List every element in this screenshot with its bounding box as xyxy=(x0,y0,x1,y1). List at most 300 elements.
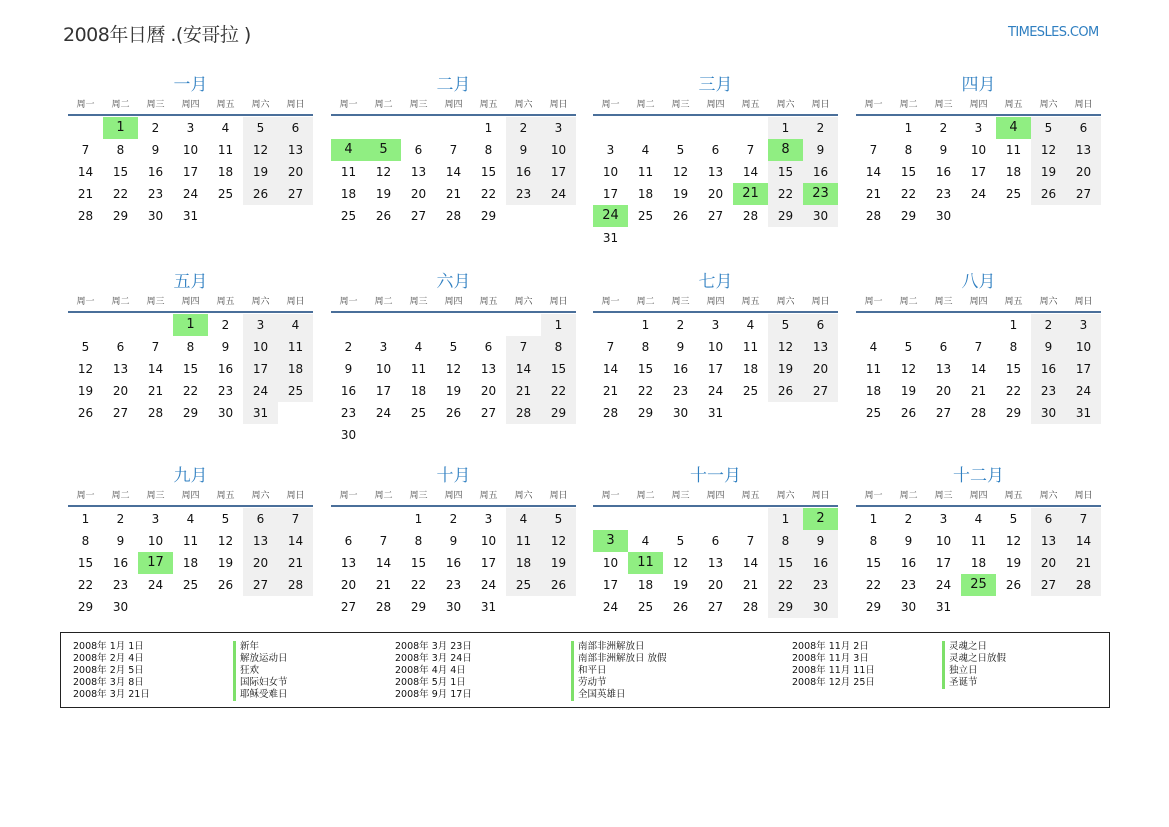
day-cell: 31 xyxy=(243,402,278,424)
day-cell: 21 xyxy=(77,187,94,201)
month-name: 十一月 xyxy=(690,466,741,486)
day-cell: 19 xyxy=(768,358,803,380)
weekday-label: 周一 xyxy=(339,491,358,501)
day-cell: 2 xyxy=(221,318,230,332)
weekday-label: 周三 xyxy=(409,297,428,307)
day-cell: 6 xyxy=(711,143,720,157)
day-cell: 2 xyxy=(506,117,541,139)
day-cell: 14 xyxy=(375,556,392,570)
day-cell: 11 xyxy=(637,165,654,179)
weekday-label: 周五 xyxy=(479,297,498,307)
weekday-label: 周一 xyxy=(339,100,358,110)
day-cell: 19 xyxy=(1031,161,1066,183)
day-cell: 16 xyxy=(506,161,541,183)
weekday-label: 周三 xyxy=(934,297,953,307)
legend-holiday: 耶稣受难日 xyxy=(233,689,288,701)
day-cell: 11 xyxy=(865,362,882,376)
weekday-label: 周四 xyxy=(444,100,463,110)
weekday-label: 周五 xyxy=(741,491,760,501)
day-cell: 13 xyxy=(935,362,952,376)
empty-cell xyxy=(506,314,541,336)
day-cell: 19 xyxy=(672,187,689,201)
day-cell: 3 xyxy=(151,512,160,526)
day-cell: 9 xyxy=(803,139,838,161)
day-cell: 27 xyxy=(410,209,427,223)
day-cell: 21 xyxy=(602,384,619,398)
empty-cell xyxy=(628,508,663,530)
day-cell: 19 xyxy=(375,187,392,201)
weekday-label: 周日 xyxy=(1074,297,1093,307)
day-cell: 18 xyxy=(1005,165,1022,179)
day-cell: 12 xyxy=(77,362,94,376)
holiday-day-cell: 21 xyxy=(733,183,768,205)
weekday-label: 周日 xyxy=(1074,491,1093,501)
day-cell: 22 xyxy=(480,187,497,201)
day-cell: 6 xyxy=(484,340,493,354)
day-cell: 15 xyxy=(112,165,129,179)
day-cell: 29 xyxy=(410,600,427,614)
day-cell: 27 xyxy=(278,183,313,205)
legend-date: 2008年 3月 24日 xyxy=(395,653,472,664)
day-cell: 1 xyxy=(484,121,493,135)
weekday-label: 周六 xyxy=(251,100,270,110)
day-cell: 30 xyxy=(803,596,838,618)
day-cell: 25 xyxy=(278,380,313,402)
holiday-day-cell: 1 xyxy=(173,314,208,336)
month-name: 八月 xyxy=(961,272,996,292)
day-cell: 30 xyxy=(340,428,357,442)
day-cell: 3 xyxy=(939,512,948,526)
weekday-label: 周五 xyxy=(1004,100,1023,110)
day-cell: 12 xyxy=(900,362,917,376)
weekday-label: 周四 xyxy=(181,491,200,501)
day-cell: 18 xyxy=(278,358,313,380)
day-cell: 25 xyxy=(637,600,654,614)
day-cell: 22 xyxy=(637,384,654,398)
day-cell: 16 xyxy=(1031,358,1066,380)
day-cell: 13 xyxy=(410,165,427,179)
day-cell: 8 xyxy=(1009,340,1018,354)
day-cell: 30 xyxy=(935,209,952,223)
day-cell: 1 xyxy=(414,512,423,526)
day-cell: 26 xyxy=(541,574,576,596)
day-cell: 28 xyxy=(147,406,164,420)
day-cell: 17 xyxy=(375,384,392,398)
day-cell: 11 xyxy=(742,340,759,354)
day-cell: 29 xyxy=(900,209,917,223)
day-cell: 19 xyxy=(541,552,576,574)
day-cell: 17 xyxy=(480,556,497,570)
weekday-label: 周六 xyxy=(251,297,270,307)
weekday-label: 周三 xyxy=(671,100,690,110)
weekday-label: 周六 xyxy=(1039,297,1058,307)
weekday-label: 周五 xyxy=(479,491,498,501)
day-cell: 24 xyxy=(602,600,619,614)
day-cell: 4 xyxy=(974,512,983,526)
weekday-header xyxy=(68,487,313,507)
day-cell: 22 xyxy=(410,578,427,592)
weekday-label: 周日 xyxy=(811,297,830,307)
weekday-label: 周日 xyxy=(286,491,305,501)
weekday-label: 周四 xyxy=(181,297,200,307)
day-cell: 24 xyxy=(707,384,724,398)
month-4 xyxy=(856,74,1101,227)
day-cell: 13 xyxy=(1031,530,1066,552)
day-cell: 12 xyxy=(541,530,576,552)
day-cell: 26 xyxy=(1031,183,1066,205)
day-cell: 14 xyxy=(1066,530,1101,552)
day-cell: 15 xyxy=(637,362,654,376)
holiday-day-cell: 8 xyxy=(768,139,803,161)
legend-holiday: 国际妇女节 xyxy=(233,677,288,689)
day-cell: 27 xyxy=(935,406,952,420)
day-cell: 7 xyxy=(746,534,755,548)
day-cell: 7 xyxy=(81,143,90,157)
day-cell: 23 xyxy=(217,384,234,398)
day-cell: 3 xyxy=(484,512,493,526)
month-name: 二月 xyxy=(436,75,471,95)
day-cell: 5 xyxy=(449,340,458,354)
day-cell: 26 xyxy=(243,183,278,205)
day-cell: 3 xyxy=(243,314,278,336)
weekday-label: 周六 xyxy=(776,297,795,307)
month-11 xyxy=(593,465,838,618)
weekday-label: 周四 xyxy=(444,297,463,307)
weekday-label: 周一 xyxy=(339,297,358,307)
day-cell: 6 xyxy=(1031,508,1066,530)
day-cell: 9 xyxy=(506,139,541,161)
legend-date: 2008年 3月 23日 xyxy=(395,641,472,652)
empty-cell xyxy=(856,314,891,336)
day-cell: 22 xyxy=(1005,384,1022,398)
legend-date: 2008年 4月 4日 xyxy=(395,665,466,676)
weekday-label: 周六 xyxy=(776,100,795,110)
day-cell: 31 xyxy=(182,209,199,223)
weekday-label: 周六 xyxy=(514,491,533,501)
legend-holiday: 灵魂之日 xyxy=(942,641,1006,653)
day-cell: 20 xyxy=(243,552,278,574)
day-cell: 25 xyxy=(506,574,541,596)
day-cell: 28 xyxy=(77,209,94,223)
empty-cell xyxy=(401,117,436,139)
legend-dates-3 xyxy=(792,641,875,689)
holiday-legend xyxy=(60,632,1110,708)
day-cell: 18 xyxy=(970,556,987,570)
day-cell: 6 xyxy=(803,314,838,336)
weekday-label: 周六 xyxy=(776,491,795,501)
legend-date: 2008年 1月 1日 xyxy=(73,641,144,652)
day-cell: 23 xyxy=(506,183,541,205)
day-cell: 8 xyxy=(541,336,576,358)
legend-date: 2008年 12月 25日 xyxy=(792,677,875,688)
day-cell: 26 xyxy=(768,380,803,402)
day-cell: 18 xyxy=(506,552,541,574)
day-cell: 13 xyxy=(278,139,313,161)
weekday-label: 周一 xyxy=(601,100,620,110)
day-cell: 22 xyxy=(112,187,129,201)
day-grid xyxy=(68,314,313,424)
day-cell: 21 xyxy=(278,552,313,574)
weekday-header xyxy=(856,96,1101,116)
day-cell: 26 xyxy=(375,209,392,223)
day-cell: 12 xyxy=(1031,139,1066,161)
day-cell: 12 xyxy=(672,556,689,570)
day-cell: 26 xyxy=(77,406,94,420)
day-cell: 21 xyxy=(970,384,987,398)
day-cell: 20 xyxy=(278,161,313,183)
day-cell: 12 xyxy=(243,139,278,161)
day-cell: 19 xyxy=(217,556,234,570)
weekday-label: 周五 xyxy=(216,491,235,501)
day-cell: 2 xyxy=(449,512,458,526)
holiday-day-cell: 4 xyxy=(331,139,366,161)
day-cell: 18 xyxy=(410,384,427,398)
month-name: 七月 xyxy=(698,272,733,292)
day-cell: 5 xyxy=(1009,512,1018,526)
month-name: 一月 xyxy=(173,75,208,95)
weekday-label: 周三 xyxy=(934,491,953,501)
day-cell: 30 xyxy=(672,406,689,420)
day-grid xyxy=(593,314,838,424)
empty-cell xyxy=(698,508,733,530)
empty-cell xyxy=(68,314,103,336)
day-cell: 20 xyxy=(480,384,497,398)
day-cell: 9 xyxy=(151,143,160,157)
day-cell: 7 xyxy=(506,336,541,358)
weekday-label: 周一 xyxy=(601,297,620,307)
brand-link[interactable]: TIMESLES.COM xyxy=(1008,25,1099,40)
day-cell: 31 xyxy=(935,600,952,614)
day-cell: 2 xyxy=(904,512,913,526)
weekday-label: 周四 xyxy=(706,297,725,307)
empty-cell xyxy=(366,117,401,139)
day-cell: 13 xyxy=(340,556,357,570)
day-cell: 24 xyxy=(970,187,987,201)
month-3 xyxy=(593,74,838,249)
day-cell: 16 xyxy=(672,362,689,376)
day-cell: 8 xyxy=(869,534,878,548)
day-cell: 16 xyxy=(935,165,952,179)
day-cell: 8 xyxy=(484,143,493,157)
month-name: 三月 xyxy=(698,75,733,95)
empty-cell xyxy=(138,314,173,336)
month-name: 十二月 xyxy=(953,466,1004,486)
day-cell: 10 xyxy=(970,143,987,157)
day-cell: 22 xyxy=(541,380,576,402)
day-cell: 23 xyxy=(935,187,952,201)
day-cell: 12 xyxy=(217,534,234,548)
day-cell: 11 xyxy=(410,362,427,376)
day-cell: 10 xyxy=(602,556,619,570)
day-cell: 30 xyxy=(803,205,838,227)
weekday-label: 周二 xyxy=(636,100,655,110)
day-cell: 29 xyxy=(77,600,94,614)
weekday-label: 周三 xyxy=(146,491,165,501)
day-cell: 14 xyxy=(602,362,619,376)
weekday-label: 周五 xyxy=(216,100,235,110)
day-cell: 20 xyxy=(112,384,129,398)
day-cell: 19 xyxy=(1005,556,1022,570)
day-cell: 29 xyxy=(865,600,882,614)
day-cell: 15 xyxy=(768,552,803,574)
day-cell: 23 xyxy=(803,574,838,596)
day-cell: 2 xyxy=(939,121,948,135)
day-cell: 4 xyxy=(746,318,755,332)
day-cell: 31 xyxy=(480,600,497,614)
day-grid xyxy=(331,117,576,227)
empty-cell xyxy=(401,314,436,336)
legend-holiday: 独立日 xyxy=(942,665,1006,677)
month-name: 六月 xyxy=(436,272,471,292)
day-cell: 18 xyxy=(182,556,199,570)
empty-cell xyxy=(331,508,366,530)
day-cell: 4 xyxy=(506,508,541,530)
day-cell: 28 xyxy=(278,574,313,596)
weekday-label: 周五 xyxy=(741,297,760,307)
day-cell: 4 xyxy=(186,512,195,526)
day-cell: 27 xyxy=(340,600,357,614)
holiday-day-cell: 24 xyxy=(593,205,628,227)
weekday-label: 周四 xyxy=(969,491,988,501)
day-cell: 1 xyxy=(81,512,90,526)
day-grid xyxy=(68,117,313,227)
weekday-header xyxy=(68,293,313,313)
day-cell: 1 xyxy=(768,117,803,139)
day-cell: 16 xyxy=(147,165,164,179)
day-cell: 25 xyxy=(637,209,654,223)
day-cell: 27 xyxy=(707,209,724,223)
day-cell: 6 xyxy=(243,508,278,530)
day-cell: 24 xyxy=(935,578,952,592)
day-cell: 14 xyxy=(278,530,313,552)
day-cell: 5 xyxy=(243,117,278,139)
legend-dates-1 xyxy=(73,641,150,701)
day-cell: 14 xyxy=(147,362,164,376)
weekday-label: 周五 xyxy=(216,297,235,307)
day-cell: 9 xyxy=(939,143,948,157)
weekday-label: 周二 xyxy=(111,491,130,501)
weekday-label: 周三 xyxy=(409,100,428,110)
weekday-label: 周日 xyxy=(811,491,830,501)
day-cell: 10 xyxy=(480,534,497,548)
day-cell: 31 xyxy=(602,231,619,245)
day-cell: 13 xyxy=(1066,139,1101,161)
day-cell: 29 xyxy=(1005,406,1022,420)
day-cell: 12 xyxy=(375,165,392,179)
day-cell: 20 xyxy=(1031,552,1066,574)
day-cell: 15 xyxy=(768,161,803,183)
day-cell: 9 xyxy=(344,362,353,376)
day-cell: 21 xyxy=(742,578,759,592)
day-cell: 9 xyxy=(803,530,838,552)
day-cell: 24 xyxy=(375,406,392,420)
day-cell: 4 xyxy=(641,534,650,548)
weekday-label: 周一 xyxy=(601,491,620,501)
empty-cell xyxy=(593,314,628,336)
day-cell: 21 xyxy=(375,578,392,592)
day-cell: 20 xyxy=(1066,161,1101,183)
day-cell: 23 xyxy=(672,384,689,398)
weekday-header xyxy=(331,487,576,507)
day-cell: 26 xyxy=(445,406,462,420)
day-cell: 20 xyxy=(803,358,838,380)
day-cell: 5 xyxy=(768,314,803,336)
day-grid xyxy=(331,314,576,446)
day-cell: 10 xyxy=(375,362,392,376)
holiday-day-cell: 11 xyxy=(628,552,663,574)
day-cell: 24 xyxy=(480,578,497,592)
weekday-label: 周一 xyxy=(76,100,95,110)
weekday-label: 周日 xyxy=(286,100,305,110)
day-cell: 1 xyxy=(541,314,576,336)
holiday-day-cell: 2 xyxy=(803,508,838,530)
day-cell: 1 xyxy=(768,508,803,530)
day-cell: 7 xyxy=(449,143,458,157)
day-cell: 7 xyxy=(1066,508,1101,530)
weekday-label: 周一 xyxy=(76,491,95,501)
day-cell: 30 xyxy=(147,209,164,223)
day-cell: 7 xyxy=(151,340,160,354)
day-cell: 25 xyxy=(742,384,759,398)
day-cell: 15 xyxy=(182,362,199,376)
page-title: 2008年日曆 .(安哥拉 ) xyxy=(63,24,251,46)
empty-cell xyxy=(331,314,366,336)
day-cell: 17 xyxy=(707,362,724,376)
empty-cell xyxy=(436,117,471,139)
day-cell: 26 xyxy=(672,209,689,223)
day-cell: 31 xyxy=(1066,402,1101,424)
day-cell: 23 xyxy=(900,578,917,592)
day-cell: 14 xyxy=(865,165,882,179)
weekday-label: 周二 xyxy=(374,297,393,307)
day-cell: 19 xyxy=(445,384,462,398)
day-cell: 3 xyxy=(541,117,576,139)
day-cell: 15 xyxy=(410,556,427,570)
legend-holiday: 灵魂之日放假 xyxy=(942,653,1006,665)
day-cell: 14 xyxy=(506,358,541,380)
weekday-header xyxy=(856,487,1101,507)
month-10 xyxy=(331,465,576,618)
day-cell: 30 xyxy=(445,600,462,614)
day-cell: 4 xyxy=(869,340,878,354)
day-cell: 27 xyxy=(112,406,129,420)
day-cell: 2 xyxy=(344,340,353,354)
empty-cell xyxy=(926,314,961,336)
weekday-label: 周二 xyxy=(899,491,918,501)
day-cell: 15 xyxy=(541,358,576,380)
legend-date: 2008年 11月 11日 xyxy=(792,665,875,676)
day-cell: 3 xyxy=(1066,314,1101,336)
day-cell: 5 xyxy=(1031,117,1066,139)
day-cell: 8 xyxy=(414,534,423,548)
day-cell: 15 xyxy=(1005,362,1022,376)
day-cell: 16 xyxy=(217,362,234,376)
day-cell: 17 xyxy=(1066,358,1101,380)
day-cell: 9 xyxy=(116,534,125,548)
weekday-label: 周四 xyxy=(444,491,463,501)
legend-dates-2 xyxy=(395,641,472,701)
weekday-label: 周三 xyxy=(409,491,428,501)
day-cell: 11 xyxy=(278,336,313,358)
day-cell: 9 xyxy=(221,340,230,354)
weekday-header xyxy=(331,96,576,116)
legend-holiday: 劳动节 xyxy=(571,677,667,689)
day-cell: 18 xyxy=(865,384,882,398)
empty-cell xyxy=(471,314,506,336)
day-cell: 7 xyxy=(606,340,615,354)
day-cell: 30 xyxy=(1031,402,1066,424)
day-cell: 24 xyxy=(541,183,576,205)
